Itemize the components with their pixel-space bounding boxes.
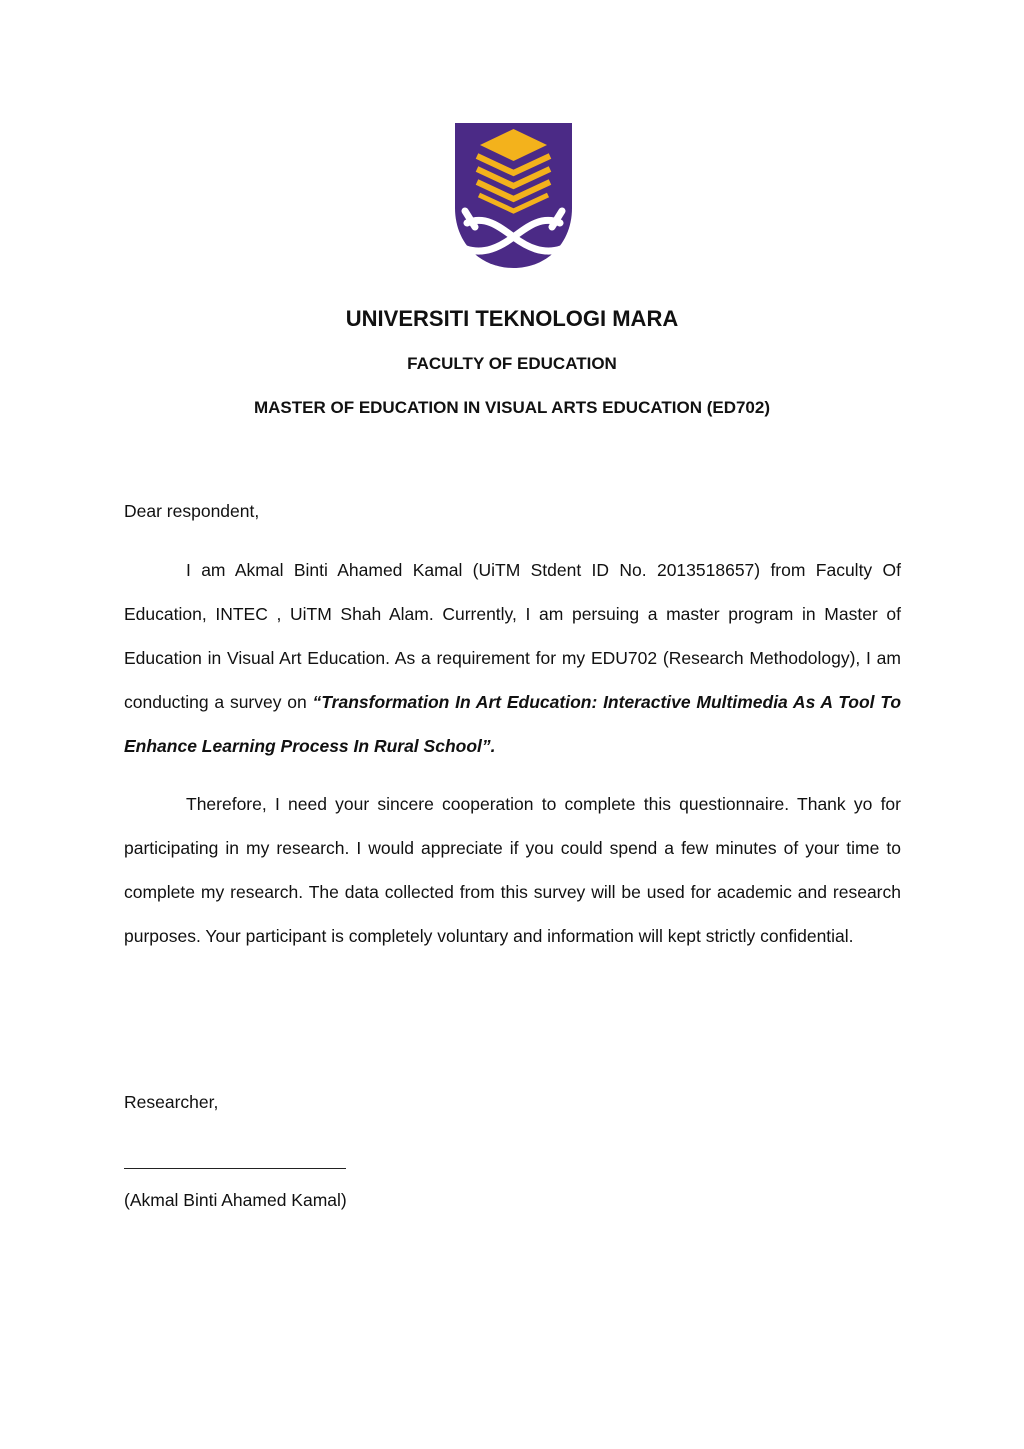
introduction-text: I am Akmal Binti Ahamed Kamal (UiTM Stdent ID No. 2013518657) from Faculty Of Education, INTEC , UiTM Shah Alam. Currently, I am persuing a master program in Master of Education in Visual Art Education. As a requirement for my EDU702 (Research Methodology), I am conducting a survey on bbox=[124, 560, 901, 712]
faculty-name: FACULTY OF EDUCATION bbox=[407, 354, 617, 373]
closing: Researcher, bbox=[124, 1092, 219, 1112]
survey-title-end: . bbox=[490, 736, 496, 756]
university-name: UNIVERSITI TEKNOLOGI MARA bbox=[345, 306, 679, 331]
signature-line bbox=[124, 1168, 346, 1169]
introduction-paragraph bbox=[124, 548, 901, 768]
university-crest-icon bbox=[455, 123, 572, 268]
request-paragraph bbox=[124, 782, 901, 958]
request-text: Therefore, I need your sincere cooperation to complete this questionnaire. Thank yo for participating in my research. I would appreciate if you could spend a few minutes of your time to complete my research. The data collected from this survey will be used for academic and research purposes. Your participant is completely voluntary and information will kept strictly confidential. bbox=[124, 794, 901, 946]
greeting: Dear respondent, bbox=[124, 501, 260, 521]
survey-title: “Transformation In Art Education: Interactive Multimedia As A Tool To Enhance Learning Process In Rural School” bbox=[124, 692, 902, 756]
program-name: MASTER OF EDUCATION IN VISUAL ARTS EDUCATION (ED702) bbox=[253, 398, 770, 417]
signer-name: (Akmal Binti Ahamed Kamal) bbox=[124, 1190, 347, 1210]
